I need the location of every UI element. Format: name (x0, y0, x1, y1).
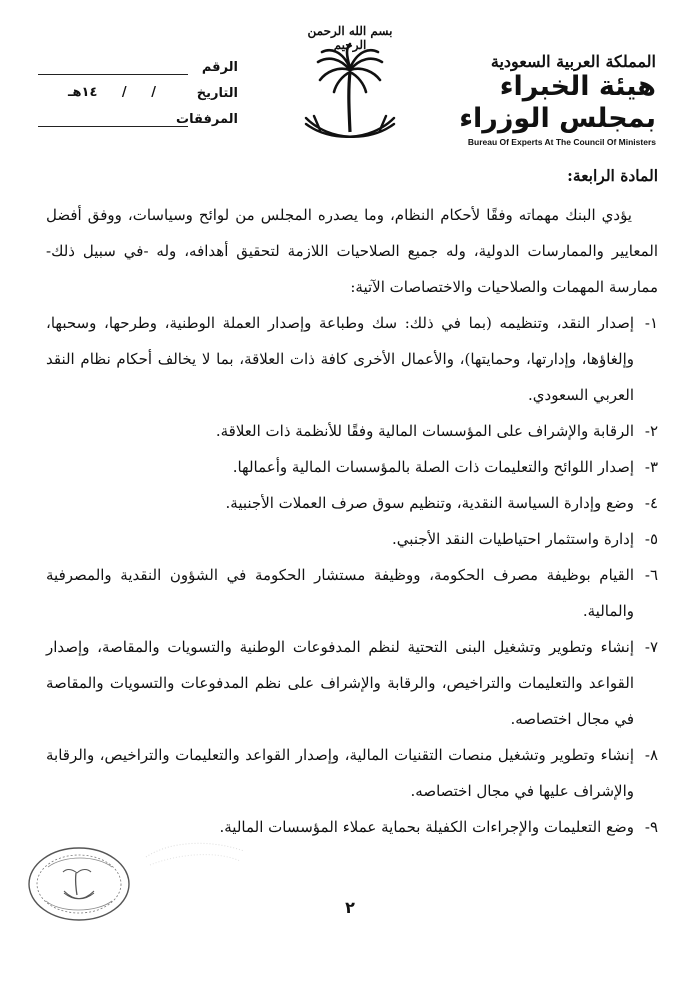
list-item-text: القيام بوظيفة مصرف الحكومة، ووظيفة مستشار الحكومة في الشؤون النقدية والمصرفية والمالية. (46, 566, 634, 620)
reference-fields (38, 60, 238, 138)
letterhead-block (446, 52, 656, 147)
list-item-number: ٤- (644, 494, 658, 512)
list-item-text: إصدار اللوائح والتعليمات ذات الصلة بالمؤسسات المالية وأعمالها. (232, 458, 634, 476)
list-item (46, 449, 658, 485)
list-item (46, 737, 658, 809)
bureau-name-english: Bureau Of Experts At The Council Of Ministers (467, 137, 656, 147)
list-item-number: ٨- (644, 746, 658, 764)
attachments-line (38, 126, 188, 127)
list-item-number: ١- (644, 314, 658, 332)
date-row (38, 86, 238, 112)
basmala-heading: بسم الله الرحمن الرحيم (307, 24, 393, 52)
date-slash: / (151, 85, 156, 100)
list-item-text: وضع التعليمات والإجراءات الكفيلة بحماية عملاء المؤسسات المالية. (219, 818, 634, 836)
list-item-number: ٩- (644, 818, 658, 836)
date-slash: / (121, 85, 127, 100)
list-item-number: ٢- (644, 422, 658, 440)
list-item-number: ٣- (644, 458, 658, 476)
list-item (46, 521, 658, 557)
reference-number-row (38, 60, 238, 86)
date-value (38, 85, 186, 100)
list-item (46, 305, 658, 413)
article-intro: يؤدي البنك مهماته وفقًا لأحكام النظام، وما يصدره المجلس من لوائح وسياسات، ووفق أفضل المعايير والممارسات الدولية، وله جميع الصلاحيات اللازمة لتحقيق أهدافه، وله -في سبيل ذلك- ممارسة المهمات والصلاحيات والاختصاصات الآتية: (46, 206, 658, 296)
list-item (46, 629, 658, 737)
attachments-row (38, 112, 238, 138)
list-item-text: الرقابة والإشراف على المؤسسات المالية وفقًا للأنظمة ذات العلاقة. (215, 422, 634, 440)
list-item-text: إنشاء وتطوير وتشغيل البنى التحتية لنظم المدفوعات الوطنية والتسويات والمقاصة، وإصدار القواعد والتعليمات والتراخيص، والرقابة والإشراف على نظم المدفوعات والتسويات والمقاصة في مجال اختصاصه. (46, 638, 634, 728)
list-item-number: ٥- (644, 530, 658, 548)
bureau-name-arabic: هيئة الخبراء بمجلس الوزراء (459, 71, 656, 134)
list-item-number: ٧- (644, 638, 658, 656)
list-item-text: إدارة واستثمار احتياطيات النقد الأجنبي. (392, 530, 634, 548)
number-label: الرقم (201, 60, 238, 75)
date-label: التاريخ (196, 86, 238, 101)
page-number: ٢ (345, 898, 355, 917)
attachments-label: المرفقات (176, 112, 238, 127)
list-item (46, 485, 658, 521)
article-content (46, 158, 658, 845)
list-item-number: ٦- (644, 566, 658, 584)
article-title: المادة الرابعة: (567, 166, 658, 185)
faint-stamp-mark-icon (140, 835, 250, 875)
list-item-text: وضع وإدارة السياسة النقدية، وتنظيم سوق صرف العملات الأجنبية. (225, 494, 634, 512)
number-line (38, 74, 188, 75)
list-item (46, 413, 658, 449)
list-item-text: إصدار النقد، وتنظيمه (بما في ذلك: سك وطباعة وإصدار العملة الوطنية، وطرحها، وسحبها، وإلغاؤها، وإدارتها، وحمايتها)، والأعمال الأخرى كافة ذات العلاقة، بما لا يخالف أحكام نظام النقد العربي السعودي. (46, 314, 634, 404)
list-item (46, 557, 658, 629)
palm-swords-emblem-icon (290, 20, 410, 150)
date-year: ١٤هـ (68, 85, 98, 100)
kingdom-name: المملكة العربية السعودية (490, 52, 656, 71)
list-item-text: إنشاء وتطوير وتشغيل منصات التقنيات المالية، وإصدار القواعد والتعليمات والتراخيص، والرقابة والإشراف عليها في مجال اختصاصه. (46, 746, 634, 800)
list-item (46, 809, 658, 845)
